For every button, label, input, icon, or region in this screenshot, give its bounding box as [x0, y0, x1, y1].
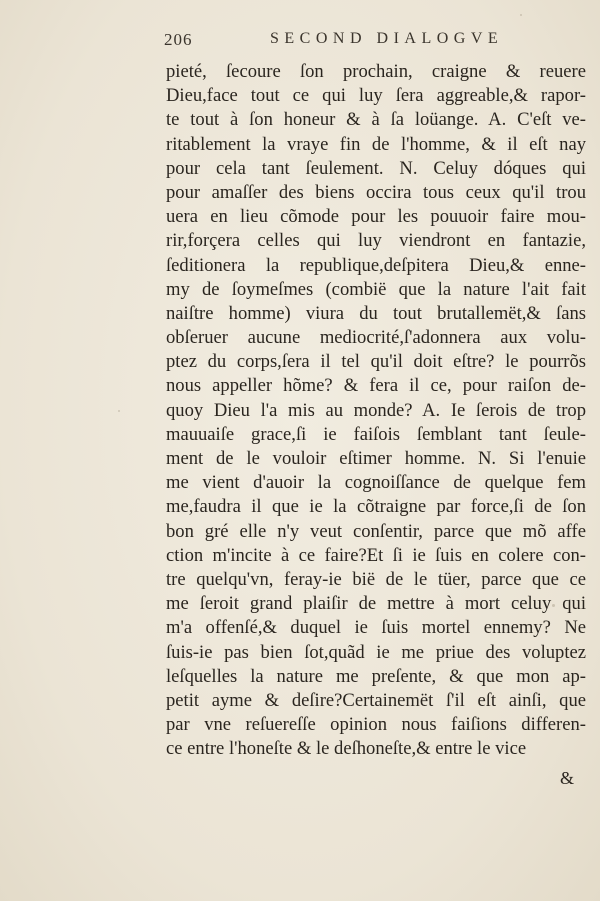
- text-line: pour amaſſer des biens occira tous ceux qu'il trou: [166, 181, 586, 203]
- text-line: tre quelqu'vn, feray-ie bië de le tüer, parce que ce: [166, 568, 586, 590]
- text-line: m'a offenſé,& duquel ie ſuis mortel ennemy? Ne: [166, 617, 586, 639]
- text-line: ſeditionera la republique,deſpitera Dieu,& enne-: [166, 254, 586, 276]
- text-line: me ſeroit grand plaiſir de mettre à mort celuy qui: [166, 593, 586, 615]
- text-line: ſuis-ie pas bien ſot,quãd ie me priue des voluptez: [166, 641, 586, 663]
- text-line: pour cela tant ſeulement. N. Celuy dóques qui: [166, 157, 586, 179]
- paper-speck: [118, 410, 120, 412]
- text-line: par vne reſuereſſe opinion nous faiſions differen-: [166, 714, 586, 736]
- text-line: mauuaiſe grace,ſi ie faiſois ſemblant tant ſeule-: [166, 423, 586, 445]
- text-line: quoy Dieu l'a mis au monde? A. Ie ſerois de trop: [166, 399, 586, 421]
- text-line: uera en lieu cõmode pour les pouuoir faire mou-: [166, 206, 586, 228]
- text-line: te tout à ſon honeur & à ſa loüange. A. C'eſt ve-: [166, 109, 586, 131]
- text-line: ment de le vouloir eſtimer homme. N. Si l'enuie: [166, 448, 586, 469]
- running-head: [164, 30, 584, 54]
- text-line: leſquelles la nature me preſente, & que mon ap-: [166, 665, 586, 687]
- body-text: [166, 60, 586, 761]
- paper-speck: [520, 14, 522, 16]
- text-line: me vient d'auoir la cognoiſſance de quelque fem: [166, 472, 586, 494]
- text-line: petit ayme & deſire?Certainemët ſ'il eſt ainſi, que: [166, 689, 586, 711]
- text-line: me,faudra il que ie la cõtraigne par force,ſi de ſon: [166, 496, 586, 518]
- text-line: ction m'incite à ce faire?Et ſi ie ſuis en colere con-: [166, 544, 586, 566]
- text-line: ritablement la vraye fin de l'homme, & il eſt nay: [166, 133, 586, 155]
- text-line: naiſtre homme) viura du tout brutallemët,& ſans: [166, 302, 586, 324]
- page-number: 206: [164, 30, 193, 49]
- running-title: SECOND DIALOGVE: [270, 30, 504, 47]
- text-line: ptez du corps,ſera il tel qu'il doit eſtre? le pourrõs: [166, 351, 586, 373]
- text-line: nous appeller hõme? & fera il ce, pour raiſon de-: [166, 375, 586, 397]
- text-line: my de ſoymeſmes (combië que la nature l'ait fait: [166, 278, 586, 300]
- catchword: &: [560, 768, 575, 788]
- paper-speck: [552, 604, 555, 607]
- text-line: rir,forçera celles qui luy viendront en fantazie,: [166, 230, 586, 252]
- text-line: ce entre l'honeſte & le deſhoneſte,& entre le vice: [166, 738, 527, 760]
- text-line: Dieu,face tout ce qui luy ſera aggreable,& rapor-: [166, 85, 586, 107]
- text-line: bon gré elle n'y veut conſentir, parce que mõ affe: [166, 520, 586, 542]
- text-line: pieté, ſecoure ſon prochain, craigne & reuere: [166, 61, 586, 82]
- text-line: obſeruer aucune mediocrité,ſ'adonnera aux volu-: [166, 327, 586, 349]
